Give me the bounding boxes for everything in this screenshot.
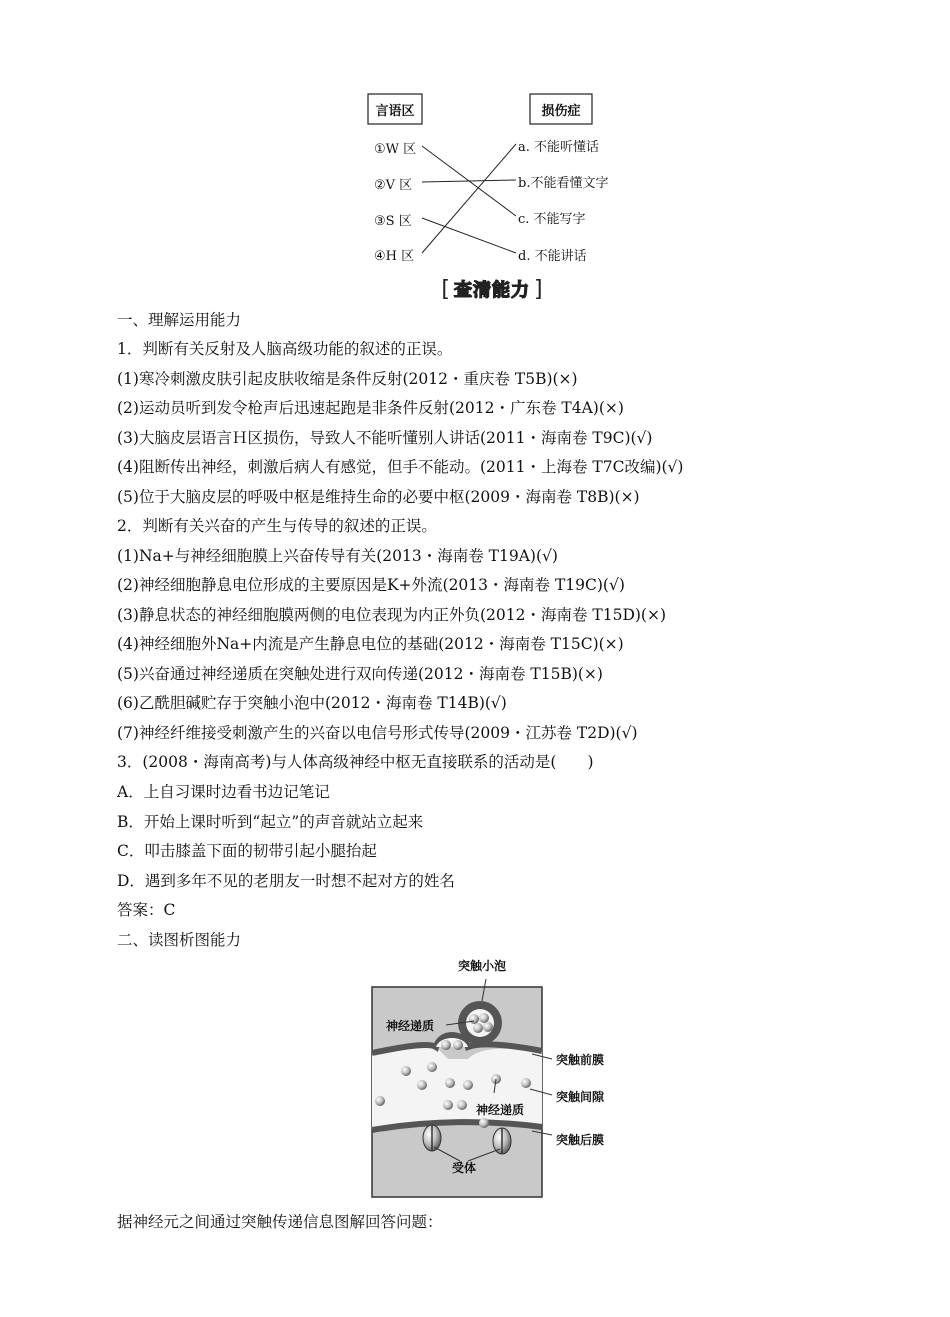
label-synaptic-cleft: 突触间隙 <box>556 1090 605 1104</box>
label-neurotransmitter: 神经递质 <box>386 1019 435 1033</box>
badge-left-bracket: [ <box>441 276 450 302</box>
label-receptor: 受体 <box>452 1161 477 1175</box>
line-v-b <box>422 180 516 182</box>
left-item-s: ③S 区 <box>374 214 412 229</box>
section-badge <box>430 276 554 302</box>
q2-item-7: (7)神经纤维接受刺激产生的兴奋以电信号形式传导(2009・江苏卷 T2D)(√) <box>117 724 638 742</box>
left-item-h: ④H 区 <box>374 249 415 264</box>
synapse-diagram <box>370 955 630 1200</box>
language-area-matching-diagram <box>360 88 630 268</box>
q3-option-b: B．开始上课时听到“起立”的声音就站立起来 <box>117 813 424 831</box>
label-synaptic-vesicle: 突触小泡 <box>458 959 507 973</box>
line-s-d <box>422 218 516 253</box>
q1-item-3: (3)大脑皮层语言Ｈ区损伤，导致人不能听懂别人讲话(2011・海南卷 T9C)(√) <box>117 429 653 447</box>
heading-reading-diagram: 二、读图析图能力 <box>117 931 242 949</box>
question-2: 2．判断有关兴奋的产生与传导的叙述的正误。 <box>117 517 437 535</box>
label-neurotransmitter-2: 神经递质 <box>476 1103 525 1117</box>
q2-item-1: (1)Na+与神经细胞膜上兴奋传导有关(2013・海南卷 T19A)(√) <box>117 547 558 565</box>
q3-option-c: C．叩击膝盖下面的韧带引起小腿抬起 <box>117 842 377 860</box>
right-item-b: b.不能看懂文字 <box>518 176 609 191</box>
right-item-a: a. 不能听懂话 <box>518 140 600 155</box>
q2-item-5: (5)兴奋通过神经递质在突触处进行双向传递(2012・海南卷 T15B)(×) <box>117 665 603 683</box>
label-postsynaptic-membrane: 突触后膜 <box>556 1133 605 1147</box>
left-item-w: ①W 区 <box>374 142 417 157</box>
q1-item-5: (5)位于大脑皮层的呼吸中枢是维持生命的必要中枢(2009・海南卷 T8B)(×) <box>117 488 640 506</box>
badge-right-bracket: ] <box>534 276 543 302</box>
left-header: 言语区 <box>375 104 415 119</box>
right-item-c: c. 不能写字 <box>518 212 586 227</box>
q2-item-2: (2)神经细胞静息电位形成的主要原因是K+外流(2013・海南卷 T19C)(√) <box>117 576 625 594</box>
q1-item-2: (2)运动员听到发令枪声后迅速起跑是非条件反射(2012・广东卷 T4A)(×) <box>117 399 624 417</box>
q2-item-4: (4)神经细胞外Na+内流是产生静息电位的基础(2012・海南卷 T15C)(×) <box>117 635 624 653</box>
badge-text: 查清能力 <box>454 280 530 301</box>
label-presynaptic-membrane: 突触前膜 <box>556 1053 605 1067</box>
closing-instruction: 据神经元之间通过突触传递信息图解回答问题： <box>117 1213 443 1231</box>
q3-option-d: D．遇到多年不见的老朋友一时想不起对方的姓名 <box>117 872 455 890</box>
q3-answer: 答案：C <box>117 901 176 919</box>
right-item-d: d. 不能讲话 <box>518 249 587 264</box>
q2-item-3: (3)静息状态的神经细胞膜两侧的电位表现为内正外负(2012・海南卷 T15D)(×) <box>117 606 666 624</box>
q1-item-1: (1)寒冷刺激皮肤引起皮肤收缩是条件反射(2012・重庆卷 T5B)(×) <box>117 370 578 388</box>
q2-item-6: (6)乙酰胆碱贮存于突触小泡中(2012・海南卷 T14B)(√) <box>117 694 507 712</box>
synapse-illustration <box>370 955 630 1200</box>
heading-understanding: 一、理解运用能力 <box>117 311 242 329</box>
left-item-v: ②V 区 <box>374 178 413 193</box>
question-3: 3．(2008・海南高考)与人体高级神经中枢无直接联系的活动是( ) <box>117 753 594 771</box>
q1-item-4: (4)阻断传出神经，刺激后病人有感觉，但手不能动。(2011・上海卷 T7C改编)(√) <box>117 458 684 476</box>
q3-option-a: A．上自习课时边看书边记笔记 <box>117 783 330 801</box>
line-h-a <box>422 144 516 253</box>
question-1: 1．判断有关反射及人脑高级功能的叙述的正误。 <box>117 340 453 358</box>
right-header: 损伤症 <box>541 104 581 119</box>
